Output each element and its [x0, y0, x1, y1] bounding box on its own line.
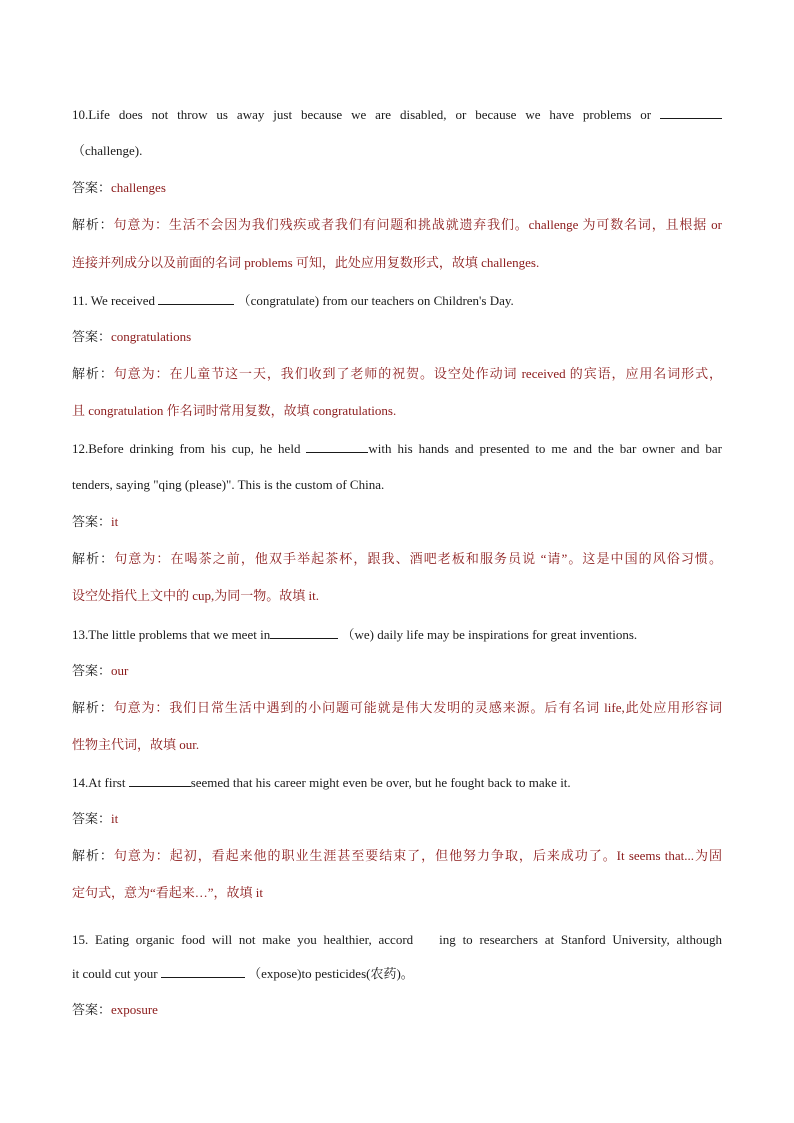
analysis-12-line-2 — [72, 588, 722, 604]
question-text: ing to researchers at Stanford University, although — [439, 932, 722, 947]
answer-14 — [72, 811, 722, 827]
analysis-text: 且 congratulation 作名词时常用复数，故填 congratulations. — [72, 403, 397, 418]
question-10-line-1 — [72, 106, 722, 123]
analysis-10-line-2 — [72, 255, 722, 271]
answer-blank — [306, 440, 368, 453]
analysis-13-line-1 — [72, 700, 722, 716]
question-10-line-2 — [72, 143, 722, 159]
question-text: 14.At first — [72, 775, 126, 790]
answer-blank — [660, 106, 722, 119]
question-text: 11. We received — [72, 293, 156, 308]
analysis-text: 设空处指代上文中的 cup,为同一物。故填 it. — [72, 588, 319, 603]
answer-label: 答案： — [72, 663, 112, 678]
analysis-label: 解析： — [72, 551, 115, 566]
answer-value: challenges — [111, 180, 166, 195]
analysis-text: 连接并列成分以及前面的名词 problems 可知，此处应用复数形式，故填 challenges. — [72, 255, 540, 270]
analysis-label: 解析： — [72, 700, 114, 715]
question-14 — [72, 774, 722, 791]
analysis-text: 性物主代词，故填 our. — [72, 737, 200, 752]
analysis-text: 句意为：我们日常生活中遇到的小问题可能就是伟大发明的灵感来源。后有名词 life,此处应用形容词 — [113, 700, 722, 715]
analysis-11-line-1 — [72, 366, 722, 382]
answer-value: it — [111, 514, 119, 529]
question-15-line-1 — [72, 932, 722, 948]
answer-label: 答案： — [72, 1002, 112, 1017]
question-text: seemed that his career might even be over, but he fought back to make it. — [190, 775, 571, 790]
analysis-10-line-1 — [72, 217, 722, 233]
answer-10 — [72, 180, 722, 196]
analysis-text: 句意为：起初，看起来他的职业生涯甚至要结束了，但他努力争取，后来成功了。It seems that...为固 — [113, 848, 722, 863]
answer-blank — [270, 626, 338, 639]
analysis-text: 句意为：在儿童节这一天，我们收到了老师的祝贺。设空处作动词 received 的宾语，应用名词形式， — [113, 366, 722, 381]
answer-label: 答案： — [72, 180, 112, 195]
answer-value: exposure — [111, 1002, 158, 1017]
question-text: 12.Before drinking from his cup, he held — [72, 441, 301, 456]
question-text: 13.The little problems that we meet in — [72, 627, 271, 642]
question-13 — [72, 626, 722, 643]
answer-blank — [158, 292, 234, 305]
question-text: （challenge). — [72, 143, 143, 158]
answer-11 — [72, 329, 722, 345]
answer-value: our — [111, 663, 129, 678]
analysis-12-line-1 — [72, 551, 722, 567]
analysis-13-line-2 — [72, 737, 722, 753]
answer-value: it — [111, 811, 119, 826]
analysis-text: 句意为：生活不会因为我们残疾或者我们有问题和挑战就遗弃我们。challenge 为可数名词，且根据 or — [113, 217, 722, 232]
question-text: （congratulate) from our teachers on Children's Day. — [237, 293, 514, 308]
question-text: （we) daily life may be inspirations for great inventions. — [341, 627, 638, 642]
answer-value: congratulations — [111, 329, 192, 344]
analysis-label: 解析： — [72, 217, 114, 232]
question-text: it could cut your — [72, 966, 158, 981]
analysis-label: 解析： — [72, 848, 114, 863]
question-text: 10.Life does not throw us away just because we are disabled, or because we have problems or — [72, 107, 652, 122]
question-text: with his hands and presented to me and the bar owner and bar — [368, 441, 723, 456]
answer-13 — [72, 663, 722, 679]
answer-label: 答案： — [72, 329, 112, 344]
question-text: （expose)to pesticides(农药)。 — [248, 966, 414, 981]
answer-12 — [72, 514, 722, 530]
answer-blank — [129, 774, 191, 787]
answer-label: 答案： — [72, 514, 112, 529]
question-text: tenders, saying "qing (please)". This is the custom of China. — [72, 477, 385, 492]
question-11 — [72, 292, 722, 309]
question-12-line-2 — [72, 477, 722, 493]
analysis-11-line-2 — [72, 403, 722, 419]
analysis-text: 定句式，意为“看起来…”，故填 it — [72, 885, 264, 900]
question-text: 15. Eating organic food will not make you healthier, accord — [72, 932, 414, 947]
analysis-text: 句意为：在喝茶之前，他双手举起茶杯，跟我、酒吧老板和服务员说 “请”。这是中国的风俗习惯。 — [114, 551, 722, 566]
answer-15 — [72, 1002, 722, 1018]
analysis-14-line-2 — [72, 885, 722, 901]
question-12-line-1 — [72, 440, 722, 457]
answer-blank — [161, 965, 245, 978]
question-15-line-2 — [72, 965, 722, 982]
analysis-label: 解析： — [72, 366, 114, 381]
answer-label: 答案： — [72, 811, 112, 826]
analysis-14-line-1 — [72, 848, 722, 864]
